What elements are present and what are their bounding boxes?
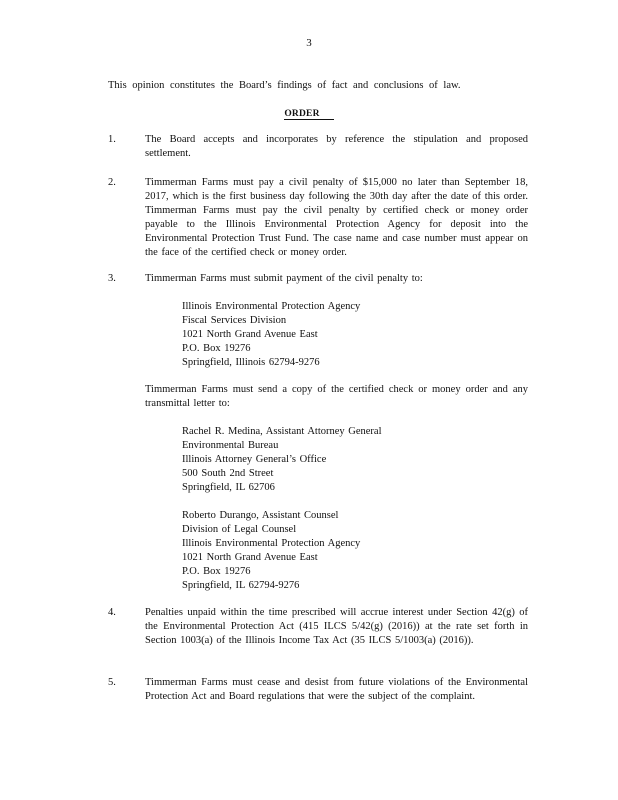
- address-line: 1021 North Grand Avenue East: [182, 329, 318, 340]
- address-line: Illinois Environmental Protection Agency: [182, 538, 361, 549]
- iepa-counsel-address: [182, 509, 528, 593]
- address-line: Springfield, Illinois 62794-9276: [182, 357, 320, 368]
- intro-paragraph: This opinion constitutes the Board’s findings of fact and conclusions of law.: [108, 80, 461, 91]
- order-item-2: [108, 176, 528, 260]
- address-line: Springfield, IL 62794-9276: [182, 580, 300, 591]
- order-item-4: [108, 606, 528, 648]
- attorney-general-address: [182, 425, 528, 495]
- address-line: P.O. Box 19276: [182, 566, 251, 577]
- address-line: Roberto Durango, Assistant Counsel: [182, 510, 339, 521]
- item-text: Penalties unpaid within the time prescribed will accrue interest under Section 42(g) of the Environmental Protection Act (415 ILCS 5/42(g) (2016)) at the rate set forth in Section 1003(a) of the Illinois Income Tax Act (35 ILCS 5/1003(a) (2016)).: [145, 607, 528, 646]
- address-line: Illinois Environmental Protection Agency: [182, 301, 361, 312]
- payment-address: [145, 300, 528, 370]
- address-line: P.O. Box 19276: [182, 343, 251, 354]
- address-line: 500 South 2nd Street: [182, 468, 274, 479]
- item-text: Timmerman Farms must cease and desist from future violations of the Environmental Protection Act and Board regulations that were the subject of the complaint.: [145, 677, 528, 702]
- order-item-1: [108, 133, 528, 161]
- item-number: 4.: [108, 607, 116, 618]
- address-line: 1021 North Grand Avenue East: [182, 552, 318, 563]
- copy-address-counsel: [145, 509, 528, 593]
- page-number: 3: [306, 37, 312, 49]
- order-heading-text: ORDER: [284, 109, 333, 120]
- item-number: 2.: [108, 177, 116, 188]
- order-item-5: [108, 676, 528, 704]
- item-number: 5.: [108, 677, 116, 688]
- item-number: 3.: [108, 273, 116, 284]
- copy-address-attorney: [145, 425, 528, 495]
- item-number: 1.: [108, 134, 116, 145]
- order-item-3: [108, 272, 528, 593]
- item-text: Timmerman Farms must pay a civil penalty of $15,000 no later than September 18, 2017, which is the first business day following the 30th day after the date of this order. Timmerman Farms must pay the civil penalty by certified check or money order payable to the Illinois Environmental Protection Agency for deposit into the Environmental Protection Trust Fund. The case name and case number must appear on the face of the certified check or money order.: [145, 177, 528, 258]
- address-line: Environmental Bureau: [182, 440, 279, 451]
- address-line: Illinois Attorney General’s Office: [182, 454, 327, 465]
- address-line: Fiscal Services Division: [182, 315, 287, 326]
- item-text: The Board accepts and incorporates by reference the stipulation and proposed settlement.: [145, 134, 528, 159]
- iepa-fiscal-address: [182, 300, 528, 370]
- item-text: Timmerman Farms must submit payment of the civil penalty to:: [145, 273, 423, 284]
- order-heading: [0, 107, 618, 121]
- address-line: Springfield, IL 62706: [182, 482, 275, 493]
- address-line: Rachel R. Medina, Assistant Attorney General: [182, 426, 382, 437]
- address-line: Division of Legal Counsel: [182, 524, 297, 535]
- item-text-2: Timmerman Farms must send a copy of the certified check or money order and any transmittal letter to:: [145, 384, 528, 409]
